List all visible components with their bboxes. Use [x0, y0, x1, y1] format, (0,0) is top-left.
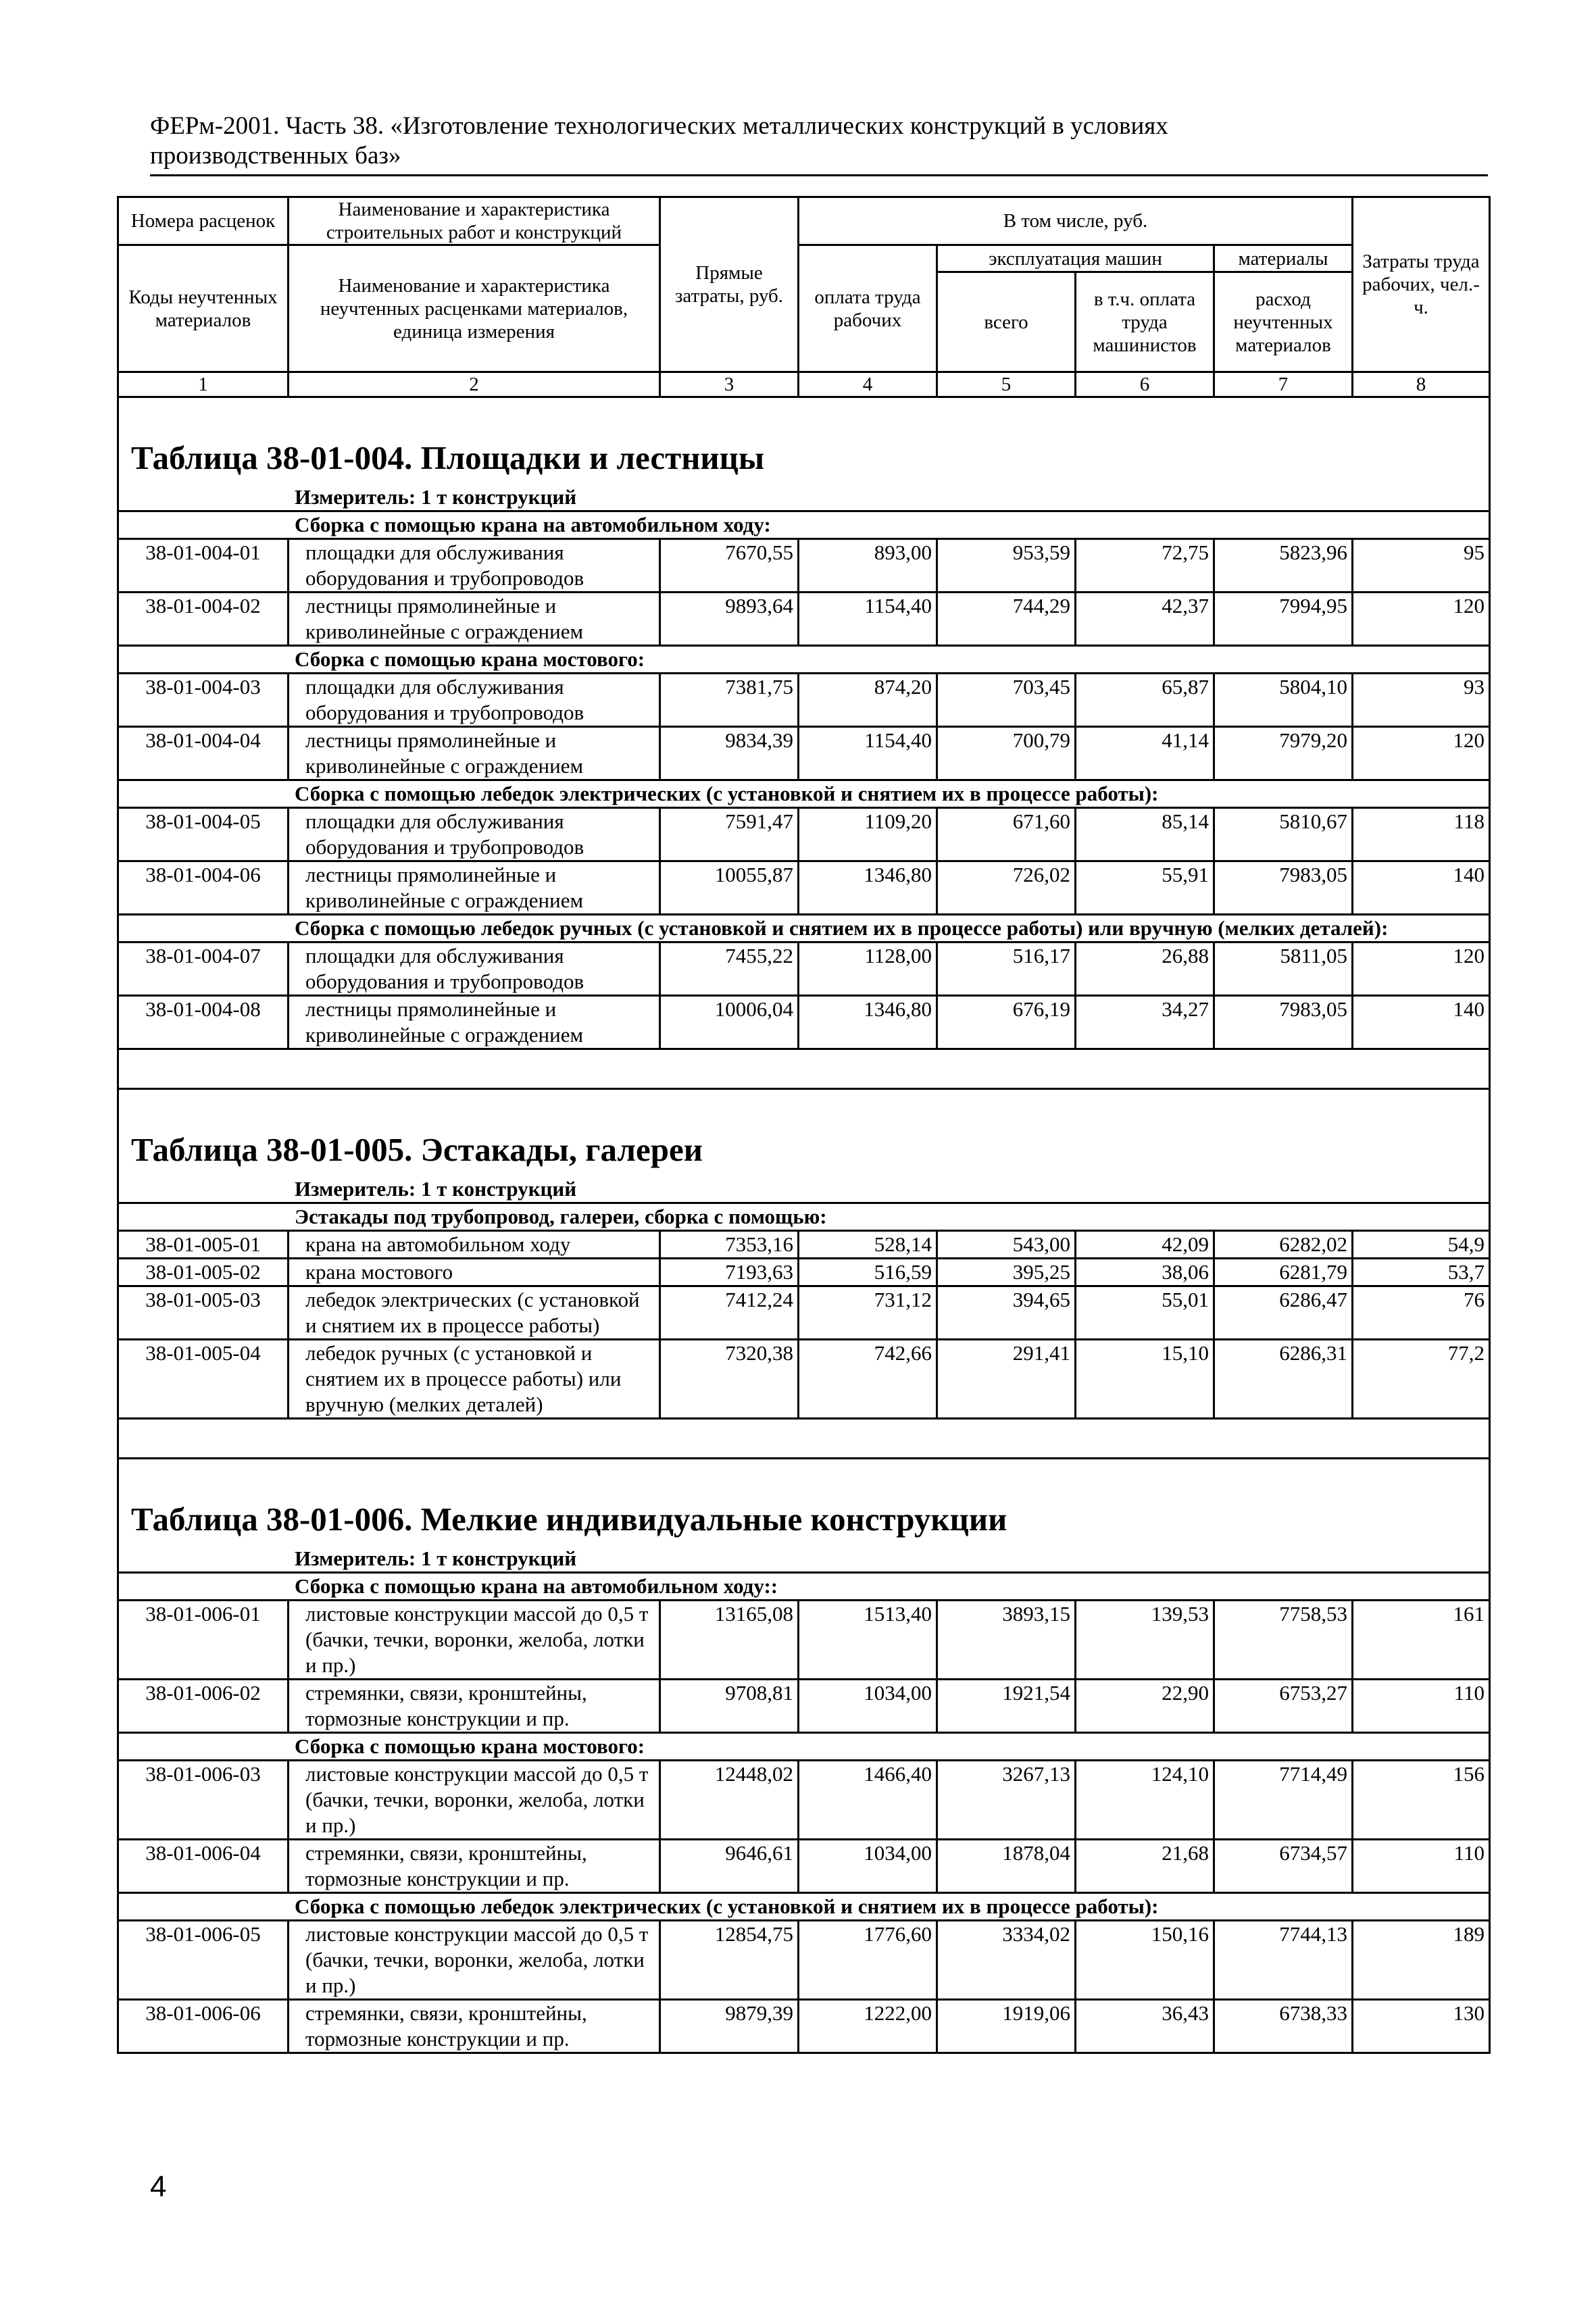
operator-wages: 72,75	[1076, 539, 1214, 593]
col-num: 6	[1076, 372, 1214, 397]
rate-code: 38-01-004-07	[118, 942, 289, 996]
machines-total: 700,79	[937, 727, 1076, 780]
labor-hours: 120	[1353, 727, 1490, 780]
wages: 742,66	[799, 1340, 937, 1419]
section-heading: Эстакады под трубопровод, галереи, сборка с помощью:	[118, 1203, 1490, 1231]
table-row	[118, 1286, 1490, 1340]
wages: 1034,00	[799, 1840, 937, 1893]
materials-cost: 7979,20	[1214, 727, 1353, 780]
machines-total: 395,25	[937, 1259, 1076, 1286]
table-row	[118, 727, 1490, 780]
work-name: листовые конструкции массой до 0,5 т (бачки, течки, воронки, желоба, лотки и пр.)	[289, 1921, 660, 2000]
materials-cost: 5804,10	[1214, 674, 1353, 727]
table-row	[118, 2000, 1490, 2053]
work-name: площадки для обслуживания оборудования и трубопроводов	[289, 539, 660, 593]
labor-hours: 76	[1353, 1286, 1490, 1340]
direct-costs: 7353,16	[660, 1231, 799, 1259]
wages: 528,14	[799, 1231, 937, 1259]
table-row	[118, 1340, 1490, 1419]
rate-code: 38-01-004-04	[118, 727, 289, 780]
work-name: листовые конструкции массой до 0,5 т (бачки, течки, воронки, желоба, лотки и пр.)	[289, 1761, 660, 1840]
operator-wages: 36,43	[1076, 2000, 1214, 2053]
table-spacer-cell	[118, 1049, 1490, 1089]
work-name: площадки для обслуживания оборудования и трубопроводов	[289, 674, 660, 727]
section-heading-row	[118, 1733, 1490, 1761]
rate-code: 38-01-006-01	[118, 1601, 289, 1680]
machines-total: 543,00	[937, 1231, 1076, 1259]
col-num: 7	[1214, 372, 1353, 397]
wages: 731,12	[799, 1286, 937, 1340]
column-header-row-1	[118, 197, 1490, 245]
section-heading-row	[118, 511, 1490, 539]
rate-code: 38-01-005-01	[118, 1231, 289, 1259]
rate-code: 38-01-006-02	[118, 1680, 289, 1733]
work-name: стремянки, связи, кронштейны, тормозные конструкции и пр.	[289, 2000, 660, 2053]
work-name: площадки для обслуживания оборудования и трубопроводов	[289, 808, 660, 861]
materials-cost: 6281,79	[1214, 1259, 1353, 1286]
direct-costs: 9708,81	[660, 1680, 799, 1733]
table-title: Таблица 38-01-006. Мелкие индивидуальные конструкции	[118, 1459, 1490, 1546]
table-row	[118, 1761, 1490, 1840]
section-heading: Сборка с помощью крана мостового:	[118, 1733, 1490, 1761]
operator-wages: 150,16	[1076, 1921, 1214, 2000]
table-row	[118, 593, 1490, 646]
materials-cost: 5823,96	[1214, 539, 1353, 593]
direct-costs: 7455,22	[660, 942, 799, 996]
measure-row	[118, 1176, 1490, 1203]
rate-code: 38-01-005-03	[118, 1286, 289, 1340]
work-name: лебедок ручных (с установкой и снятием их в процессе работы) или вручную (мелких деталей)	[289, 1340, 660, 1419]
machines-total: 516,17	[937, 942, 1076, 996]
work-name: крана на автомобильном ходу	[289, 1231, 660, 1259]
machines-total: 676,19	[937, 996, 1076, 1049]
operator-wages: 15,10	[1076, 1340, 1214, 1419]
operator-wages: 139,53	[1076, 1601, 1214, 1680]
materials-cost: 5810,67	[1214, 808, 1353, 861]
work-name: листовые конструкции массой до 0,5 т (бачки, течки, воронки, желоба, лотки и пр.)	[289, 1601, 660, 1680]
work-name: площадки для обслуживания оборудования и трубопроводов	[289, 942, 660, 996]
work-name: стремянки, связи, кронштейны, тормозные конструкции и пр.	[289, 1840, 660, 1893]
operator-wages: 65,87	[1076, 674, 1214, 727]
operator-wages: 85,14	[1076, 808, 1214, 861]
table-row	[118, 996, 1490, 1049]
rates-table-container	[117, 196, 1489, 2054]
machines-total: 291,41	[937, 1340, 1076, 1419]
table-row	[118, 1680, 1490, 1733]
header-rule	[150, 174, 1488, 176]
section-heading: Сборка с помощью лебедок электрических (с установкой и снятием их в процессе работы):	[118, 780, 1490, 808]
machines-total: 3267,13	[937, 1761, 1076, 1840]
col-num: 8	[1353, 372, 1490, 397]
col-header-machines: эксплуатация машин	[937, 245, 1214, 272]
col-header-unaccounted: расход неучтенных материалов	[1214, 272, 1353, 372]
operator-wages: 21,68	[1076, 1840, 1214, 1893]
section-heading-row	[118, 646, 1490, 674]
wages: 1034,00	[799, 1680, 937, 1733]
materials-cost: 7744,13	[1214, 1921, 1353, 2000]
operator-wages: 55,91	[1076, 861, 1214, 915]
materials-cost: 7983,05	[1214, 861, 1353, 915]
table-row	[118, 942, 1490, 996]
measure-row	[118, 1546, 1490, 1573]
col-header-name: Наименование и характеристика строительных работ и конструкций	[289, 197, 660, 245]
labor-hours: 120	[1353, 942, 1490, 996]
rate-code: 38-01-005-04	[118, 1340, 289, 1419]
rate-code: 38-01-004-03	[118, 674, 289, 727]
col-header-operator-wages: в т.ч. оплата труда машинистов	[1076, 272, 1214, 372]
page-number: 4	[150, 2170, 167, 2203]
table-row	[118, 674, 1490, 727]
col-num: 3	[660, 372, 799, 397]
col-header-labor: Затраты труда рабочих, чел.-ч.	[1353, 197, 1490, 372]
materials-cost: 7758,53	[1214, 1601, 1353, 1680]
section-heading: Сборка с помощью лебедок ручных (с установкой и снятием их в процессе работы) или вручную (мелких деталей):	[118, 915, 1490, 942]
rate-code: 38-01-004-05	[118, 808, 289, 861]
table-row	[118, 808, 1490, 861]
wages: 1222,00	[799, 2000, 937, 2053]
machines-total: 671,60	[937, 808, 1076, 861]
section-heading-row	[118, 915, 1490, 942]
materials-cost: 7983,05	[1214, 996, 1353, 1049]
col-num: 1	[118, 372, 289, 397]
table-row	[118, 539, 1490, 593]
direct-costs: 10006,04	[660, 996, 799, 1049]
col-header-material-codes: Коды неучтенных материалов	[118, 245, 289, 372]
operator-wages: 42,37	[1076, 593, 1214, 646]
wages: 1776,60	[799, 1921, 937, 2000]
rates-table	[117, 196, 1491, 2054]
measure-row	[118, 484, 1490, 511]
table-row	[118, 1840, 1490, 1893]
labor-hours: 130	[1353, 2000, 1490, 2053]
table-row	[118, 1259, 1490, 1286]
section-heading-row	[118, 1893, 1490, 1921]
direct-costs: 7412,24	[660, 1286, 799, 1340]
col-num: 5	[937, 372, 1076, 397]
table-title-row	[118, 397, 1490, 485]
measure-unit: Измеритель: 1 т конструкций	[118, 1176, 1490, 1203]
machines-total: 953,59	[937, 539, 1076, 593]
labor-hours: 118	[1353, 808, 1490, 861]
rate-code: 38-01-004-01	[118, 539, 289, 593]
work-name: крана мостового	[289, 1259, 660, 1286]
col-num: 4	[799, 372, 937, 397]
machines-total: 744,29	[937, 593, 1076, 646]
materials-cost: 6286,47	[1214, 1286, 1353, 1340]
table-spacer-cell	[118, 1419, 1490, 1459]
direct-costs: 7193,63	[660, 1259, 799, 1286]
direct-costs: 7670,55	[660, 539, 799, 593]
direct-costs: 13165,08	[660, 1601, 799, 1680]
work-name: стремянки, связи, кронштейны, тормозные конструкции и пр.	[289, 1680, 660, 1733]
machines-total: 726,02	[937, 861, 1076, 915]
section-heading-row	[118, 1573, 1490, 1601]
operator-wages: 41,14	[1076, 727, 1214, 780]
col-header-material-name: Наименование и характеристика неучтенных расценками материалов, единица измерения	[289, 245, 660, 372]
operator-wages: 38,06	[1076, 1259, 1214, 1286]
wages: 893,00	[799, 539, 937, 593]
materials-cost: 6734,57	[1214, 1840, 1353, 1893]
table-row	[118, 1601, 1490, 1680]
wages: 1154,40	[799, 727, 937, 780]
col-header-including: В том числе, руб.	[799, 197, 1353, 245]
labor-hours: 110	[1353, 1840, 1490, 1893]
rate-code: 38-01-006-06	[118, 2000, 289, 2053]
table-title: Таблица 38-01-005. Эстакады, галереи	[118, 1089, 1490, 1177]
operator-wages: 34,27	[1076, 996, 1214, 1049]
direct-costs: 12448,02	[660, 1761, 799, 1840]
labor-hours: 95	[1353, 539, 1490, 593]
work-name: лестницы прямолинейные и криволинейные с ограждением	[289, 727, 660, 780]
machines-total: 1921,54	[937, 1680, 1076, 1733]
wages: 1109,20	[799, 808, 937, 861]
col-num: 2	[289, 372, 660, 397]
section-heading-row	[118, 1203, 1490, 1231]
section-heading-row	[118, 780, 1490, 808]
labor-hours: 120	[1353, 593, 1490, 646]
rate-code: 38-01-006-04	[118, 1840, 289, 1893]
materials-cost: 6286,31	[1214, 1340, 1353, 1419]
machines-total: 394,65	[937, 1286, 1076, 1340]
operator-wages: 26,88	[1076, 942, 1214, 996]
wages: 1154,40	[799, 593, 937, 646]
materials-cost: 7994,95	[1214, 593, 1353, 646]
wages: 1128,00	[799, 942, 937, 996]
work-name: лебедок электрических (с установкой и снятием их в процессе работы)	[289, 1286, 660, 1340]
machines-total: 1878,04	[937, 1840, 1076, 1893]
direct-costs: 9834,39	[660, 727, 799, 780]
column-number-row	[118, 372, 1490, 397]
table-row	[118, 1921, 1490, 2000]
wages: 1513,40	[799, 1601, 937, 1680]
materials-cost: 6738,33	[1214, 2000, 1353, 2053]
wages: 1346,80	[799, 861, 937, 915]
section-heading: Сборка с помощью крана на автомобильном ходу::	[118, 1573, 1490, 1601]
table-spacer	[118, 1049, 1490, 1089]
labor-hours: 156	[1353, 1761, 1490, 1840]
col-header-codes: Номера расценок	[118, 197, 289, 245]
col-header-total: всего	[937, 272, 1076, 372]
direct-costs: 10055,87	[660, 861, 799, 915]
materials-cost: 5811,05	[1214, 942, 1353, 996]
direct-costs: 7591,47	[660, 808, 799, 861]
wages: 1346,80	[799, 996, 937, 1049]
section-heading: Сборка с помощью лебедок электрических (с установкой и снятием их в процессе работы):	[118, 1893, 1490, 1921]
section-heading: Сборка с помощью крана мостового:	[118, 646, 1490, 674]
header-line-1: ФЕРм-2001. Часть 38. «Изготовление технологических металлических конструкций в условиях	[150, 112, 1168, 140]
labor-hours: 54,9	[1353, 1231, 1490, 1259]
measure-unit: Измеритель: 1 т конструкций	[118, 1546, 1490, 1573]
work-name: лестницы прямолинейные и криволинейные с ограждением	[289, 996, 660, 1049]
table-row	[118, 861, 1490, 915]
machines-total: 1919,06	[937, 2000, 1076, 2053]
labor-hours: 77,2	[1353, 1340, 1490, 1419]
rate-code: 38-01-004-08	[118, 996, 289, 1049]
table-title-row	[118, 1089, 1490, 1177]
section-heading: Сборка с помощью крана на автомобильном ходу:	[118, 511, 1490, 539]
materials-cost: 6753,27	[1214, 1680, 1353, 1733]
machines-total: 703,45	[937, 674, 1076, 727]
rate-code: 38-01-004-02	[118, 593, 289, 646]
operator-wages: 55,01	[1076, 1286, 1214, 1340]
measure-unit: Измеритель: 1 т конструкций	[118, 484, 1490, 511]
labor-hours: 110	[1353, 1680, 1490, 1733]
wages: 1466,40	[799, 1761, 937, 1840]
direct-costs: 7320,38	[660, 1340, 799, 1419]
wages: 516,59	[799, 1259, 937, 1286]
materials-cost: 7714,49	[1214, 1761, 1353, 1840]
table-title-row	[118, 1459, 1490, 1546]
col-header-materials: материалы	[1214, 245, 1353, 272]
labor-hours: 140	[1353, 996, 1490, 1049]
direct-costs: 9893,64	[660, 593, 799, 646]
document-header	[150, 111, 1488, 171]
machines-total: 3334,02	[937, 1921, 1076, 2000]
machines-total: 3893,15	[937, 1601, 1076, 1680]
labor-hours: 93	[1353, 674, 1490, 727]
labor-hours: 53,7	[1353, 1259, 1490, 1286]
rate-code: 38-01-005-02	[118, 1259, 289, 1286]
header-line-2: производственных баз»	[150, 142, 401, 170]
operator-wages: 22,90	[1076, 1680, 1214, 1733]
wages: 874,20	[799, 674, 937, 727]
direct-costs: 12854,75	[660, 1921, 799, 2000]
col-header-wages: оплата труда рабочих	[799, 245, 937, 372]
rate-code: 38-01-006-05	[118, 1921, 289, 2000]
work-name: лестницы прямолинейные и криволинейные с ограждением	[289, 593, 660, 646]
operator-wages: 42,09	[1076, 1231, 1214, 1259]
col-header-direct-costs: Прямые затраты, руб.	[660, 197, 799, 372]
table-title: Таблица 38-01-004. Площадки и лестницы	[118, 397, 1490, 485]
table-spacer	[118, 1419, 1490, 1459]
work-name: лестницы прямолинейные и криволинейные с ограждением	[289, 861, 660, 915]
direct-costs: 9879,39	[660, 2000, 799, 2053]
labor-hours: 189	[1353, 1921, 1490, 2000]
rate-code: 38-01-006-03	[118, 1761, 289, 1840]
direct-costs: 9646,61	[660, 1840, 799, 1893]
rate-code: 38-01-004-06	[118, 861, 289, 915]
direct-costs: 7381,75	[660, 674, 799, 727]
labor-hours: 140	[1353, 861, 1490, 915]
materials-cost: 6282,02	[1214, 1231, 1353, 1259]
column-header-row-2	[118, 245, 1490, 272]
table-row	[118, 1231, 1490, 1259]
labor-hours: 161	[1353, 1601, 1490, 1680]
operator-wages: 124,10	[1076, 1761, 1214, 1840]
